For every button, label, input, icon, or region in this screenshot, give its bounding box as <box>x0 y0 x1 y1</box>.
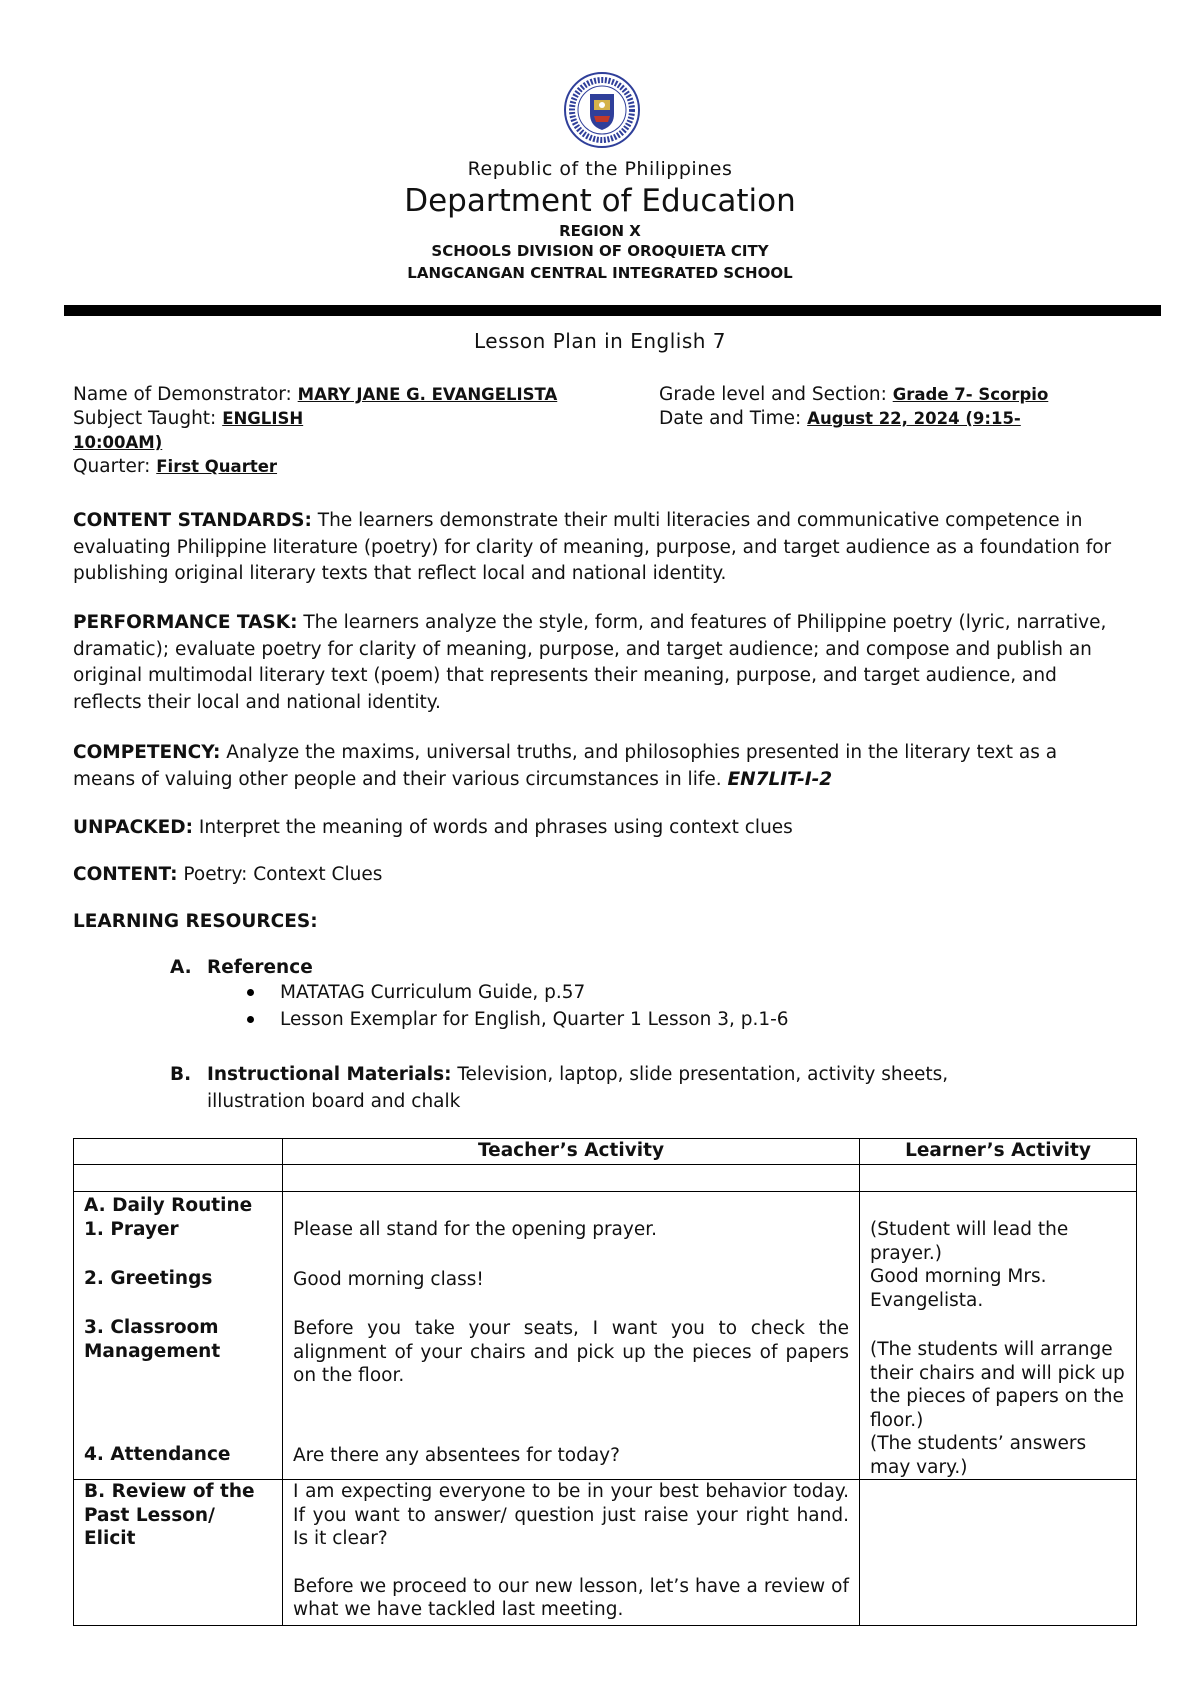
competency-code: EN7LIT-I-2 <box>727 768 833 790</box>
content-standards-text: The learners demonstrate their multi literacies and communicative competence in evaluating Philippine literature (poetry) for clarity of meaning, purpose, and target audience as a foundation for publishing original literary texts that reflect local and national identity. <box>73 510 1112 584</box>
bullet-icon <box>247 989 254 996</box>
learner-attendance: (The students’ answers may vary.) <box>870 1433 1087 1478</box>
republic-heading: Republic of the Philippines <box>467 158 733 180</box>
header-divider <box>64 305 1161 316</box>
learner-daily-routine-cell <box>860 1192 1137 1480</box>
demonstrator-line <box>73 383 557 407</box>
date-value-line2: 10:00AM) <box>73 433 163 452</box>
grade-label: Grade level and Section: <box>659 384 893 405</box>
table-cell <box>860 1165 1137 1192</box>
attendance-label: 4. Attendance <box>84 1444 231 1465</box>
date-label: Date and Time: <box>659 408 808 429</box>
teacher-review-cell <box>283 1480 860 1626</box>
teacher-greetings: Good morning class! <box>293 1268 484 1290</box>
table-cell <box>74 1165 283 1192</box>
teacher-prayer: Please all stand for the opening prayer. <box>293 1219 658 1240</box>
page-title: Lesson Plan in English 7 <box>474 329 726 353</box>
content-label: CONTENT: <box>73 864 178 885</box>
learning-resources-heading <box>73 909 1113 936</box>
content-text: Poetry: Context Clues <box>177 864 383 885</box>
subject-value: ENGLISH <box>222 409 304 428</box>
date-line <box>659 407 1021 431</box>
competency-label: COMPETENCY: <box>73 742 221 763</box>
quarter-line <box>73 455 277 479</box>
table-header-teacher: Teacher’s Activity <box>283 1139 860 1165</box>
unpacked <box>73 815 1113 842</box>
school-heading: LANGCANGAN CENTRAL INTEGRATED SCHOOL <box>407 264 793 282</box>
quarter-value: First Quarter <box>156 457 278 476</box>
table-header-cell <box>74 1139 283 1165</box>
table-row-review <box>74 1480 1137 1626</box>
teacher-attendance: Are there any absentees for today? <box>293 1444 620 1466</box>
learner-greetings: Good morning Mrs. Evangelista. <box>870 1266 1047 1311</box>
review-cell <box>74 1480 283 1626</box>
date-value-line1: August 22, 2024 (9:15- <box>807 409 1021 428</box>
content-standards <box>73 508 1113 588</box>
date-continuation <box>73 431 162 455</box>
content <box>73 862 1113 889</box>
reference-marker: A. <box>170 957 192 978</box>
unpacked-text: Interpret the meaning of words and phrases using context clues <box>193 817 793 838</box>
daily-routine-cell <box>74 1192 283 1480</box>
greetings-label: 2. Greetings <box>84 1267 213 1289</box>
daily-routine-title: A. Daily Routine <box>84 1195 253 1216</box>
materials-marker: B. <box>170 1064 192 1085</box>
unpacked-label: UNPACKED: <box>73 817 193 838</box>
learner-prayer: (Student will lead the prayer.) <box>870 1219 1069 1264</box>
table-header-learner: Learner’s Activity <box>860 1139 1137 1165</box>
teacher-classroom: Before you take your seats, I want you to check the alignment of your chairs and pick up the pieces of papers on the floor. <box>293 1318 849 1386</box>
deped-seal-icon <box>564 72 640 148</box>
competency <box>73 740 1113 793</box>
grade-value: Grade 7- Scorpio <box>892 385 1049 404</box>
classroom-label-1: 3. Classroom <box>84 1317 219 1338</box>
prayer-label: 1. Prayer <box>84 1218 179 1240</box>
region-heading: REGION X <box>559 222 641 240</box>
materials-text-line2: illustration board and chalk <box>207 1091 461 1112</box>
table-row-empty <box>74 1165 1137 1192</box>
demonstrator-value: MARY JANE G. EVANGELISTA <box>297 385 558 404</box>
learner-review-cell <box>860 1480 1137 1626</box>
teacher-review-text-1: I am expecting everyone to be in your best behavior today. If you want to answer/ question just raise your right hand. Is it clear? <box>293 1481 849 1549</box>
performance-task-text: The learners analyze the style, form, and features of Philippine poetry (lyric, narrative, dramatic); evaluate poetry for clarity of meaning, purpose, and target audience; and compose and publish an original multimodal literary text (poem) that represents their meaning, purpose, and target audience, and reflects their local and national identity. <box>73 612 1107 713</box>
grade-line <box>659 383 1048 407</box>
table-cell <box>283 1165 860 1192</box>
bullet-icon <box>247 1016 254 1023</box>
review-title-1: B. Review of the <box>84 1481 255 1502</box>
competency-text: Analyze the maxims, universal truths, and philosophies presented in the literary text as a means of valuing other people and their various circumstances in life. <box>73 742 1058 790</box>
teacher-review-text-2: Before we proceed to our new lesson, let’s have a review of what we have tackled last meeting. <box>293 1575 849 1620</box>
table-header-row <box>74 1139 1137 1165</box>
division-heading: SCHOOLS DIVISION OF OROQUIETA CITY <box>431 242 769 260</box>
activity-table <box>73 1138 1137 1626</box>
content-standards-label: CONTENT STANDARDS: <box>73 510 312 531</box>
teacher-daily-routine-cell <box>283 1192 860 1480</box>
review-title-3: Elicit <box>84 1528 136 1549</box>
performance-task-label: PERFORMANCE TASK: <box>73 612 298 633</box>
learner-classroom: (The students will arrange their chairs and will pick up the pieces of papers on the floor.) <box>870 1339 1125 1431</box>
materials-label: Instructional Materials: <box>207 1064 452 1085</box>
subject-line <box>73 407 303 431</box>
review-title-2: Past Lesson/ <box>84 1504 215 1526</box>
table-row-daily-routine <box>74 1192 1137 1480</box>
performance-task <box>73 610 1113 716</box>
reference-item: MATATAG Curriculum Guide, p.57 <box>280 982 586 1003</box>
reference-item: Lesson Exemplar for English, Quarter 1 Lesson 3, p.1-6 <box>280 1009 789 1030</box>
learning-resources-label: LEARNING RESOURCES: <box>73 911 318 932</box>
subject-label: Subject Taught: <box>73 408 223 429</box>
quarter-label: Quarter: <box>73 456 157 477</box>
materials-text-line1: Television, laptop, slide presentation, activity sheets, <box>451 1064 949 1085</box>
materials-line <box>207 1062 948 1088</box>
reference-heading: Reference <box>207 957 313 978</box>
department-heading: Department of Education <box>404 183 796 219</box>
classroom-label-2: Management <box>84 1340 221 1362</box>
demonstrator-label: Name of Demonstrator: <box>73 384 298 405</box>
